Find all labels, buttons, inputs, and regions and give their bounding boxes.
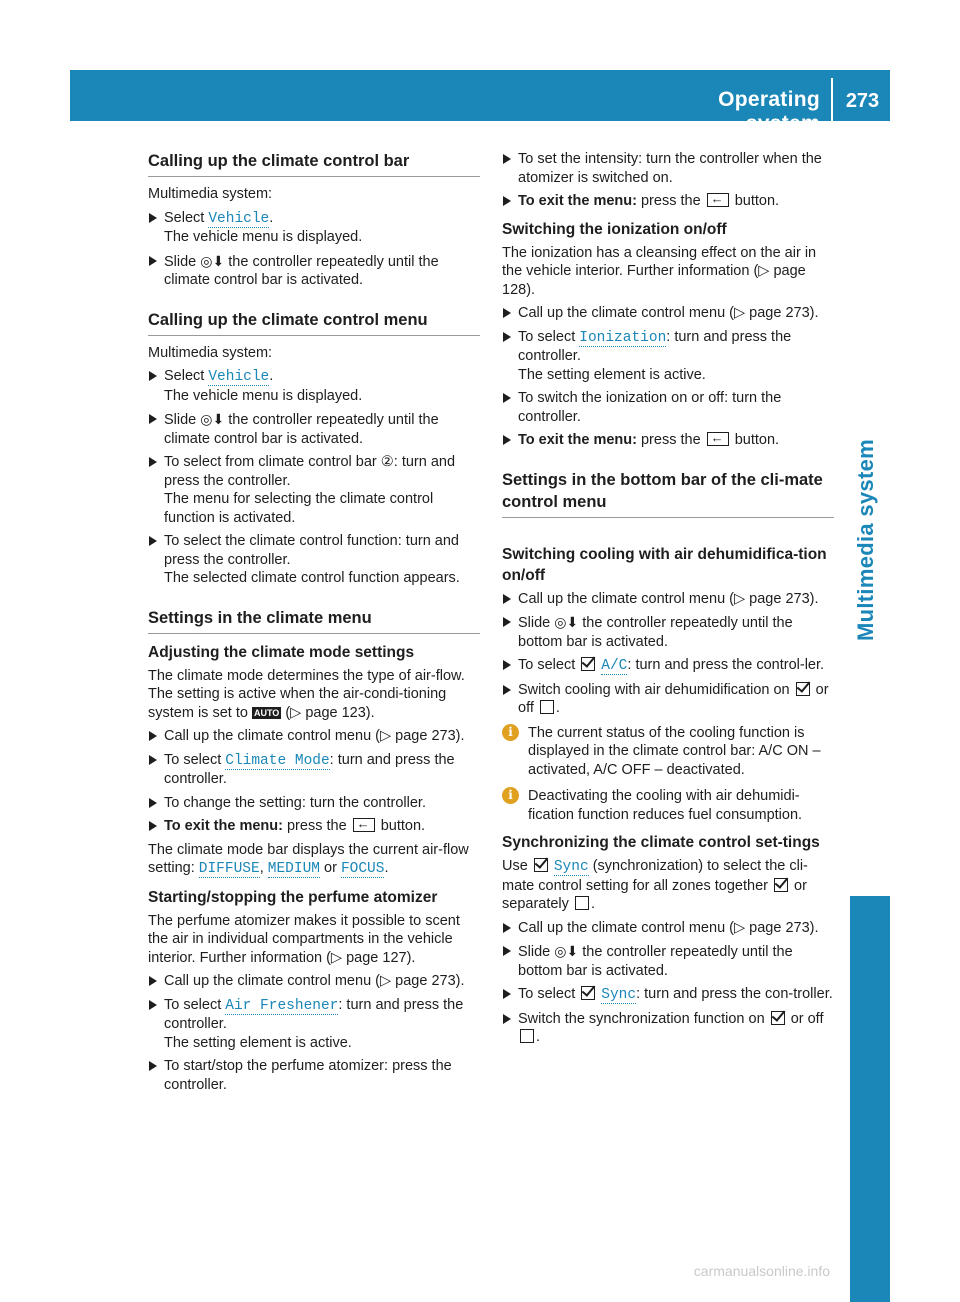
option-diffuse: DIFFUSE [198,861,260,877]
section-title: Settings in the climate menu [148,607,480,634]
step-result: The selected climate control function appears. [164,570,460,586]
step-arrow-icon [503,594,511,604]
step-arrow-icon [149,457,157,467]
menu-item-sync: Sync [553,859,589,875]
controller-slide-icon: ◎⬇ [200,252,225,269]
step: Call up the climate control menu (▷ page 273). [148,727,480,746]
step-arrow-icon [149,821,157,831]
option-focus: FOCUS [340,861,385,877]
checkbox-checked-icon [581,986,595,1000]
step-arrow-icon [503,685,511,695]
step: Call up the climate control menu (▷ page 273). [148,972,480,991]
step: To change the setting: turn the controller. [148,794,480,813]
left-column [148,150,480,1099]
step: Call up the climate control menu (▷ page 273). [502,590,834,609]
step-result: The vehicle menu is displayed. [164,229,363,245]
step-arrow-icon [503,393,511,403]
step: To set the intensity: turn the controller when the atomizer is switched on. [502,150,834,187]
menu-item-vehicle: Vehicle [208,369,270,385]
menu-item-climate-mode: Climate Mode [225,752,330,769]
step-arrow-icon [149,1000,157,1010]
step-arrow-icon [149,976,157,986]
side-tab-bar [850,896,890,1302]
checkbox-checked-icon [581,657,595,671]
step: To exit the menu: press the ← button. [502,431,834,450]
step-arrow-icon [503,196,511,206]
step: Switch the synchronization function on or off . [502,1010,834,1047]
step-arrow-icon [503,660,511,670]
step-arrow-icon [503,435,511,445]
menu-item-air-freshener: Air Freshener [225,997,339,1014]
menu-item-ionization: Ionization [579,329,667,346]
menu-item-ac: A/C [601,658,628,674]
step-arrow-icon [149,755,157,765]
step-arrow-icon [149,1061,157,1071]
step-arrow-icon [503,1014,511,1024]
auto-icon: AUTO [253,707,280,718]
menu-item-sync: Sync [601,987,637,1003]
step-result: The vehicle menu is displayed. [164,387,363,404]
step: To select A/C: turn and press the control-ler. [502,656,834,676]
info-note: i The current status of the cooling function is displayed in the climate control bar: A/C ON – activated, A/C OFF – deactivated. [502,724,834,780]
paragraph: The climate mode determines the type of air-flow. The setting is active when the air-condi-tioning system is set to AUTO (▷ page 123). [148,667,465,721]
step-arrow-icon [149,798,157,808]
step-arrow-icon [149,731,157,741]
header-title: Operating system [718,88,820,135]
back-button-icon [707,193,729,207]
checkbox-checked-icon [534,858,548,872]
step-arrow-icon [149,536,157,546]
checkbox-empty-icon [520,1029,534,1043]
info-icon: i [502,724,519,741]
step: To switch the ionization on or off: turn the controller. [502,389,834,426]
watermark: carmanualsonline.info [693,1263,830,1279]
step-result: The setting element is active. [164,1034,352,1051]
side-tab [846,420,886,660]
step: Slide ◎⬇ the controller repeatedly until the bottom bar is activated. [502,613,834,651]
subsection-title: Switching the ionization on/off [502,220,727,238]
paragraph: The perfume atomizer makes it possible to scent the air in individual compartments in the vehicle interior. Further information (▷ page 127). [148,912,460,966]
section-title: Settings in the bottom bar of the cli-mate control menu [502,469,834,518]
back-button-icon [353,818,375,832]
side-tab-label: Multimedia system [852,439,878,641]
intro-text: Multimedia system: [148,186,273,202]
section-title: Calling up the climate control bar [148,150,480,177]
step-result: The menu for selecting the climate control function is activated. [164,491,434,526]
step-arrow-icon [503,332,511,342]
step-arrow-icon [503,617,511,627]
controller-slide-icon: ◎⬇ [554,614,579,630]
step: To exit the menu: press the ← button. [502,192,834,211]
checkbox-checked-icon [774,878,788,892]
step: Select Vehicle. The vehicle menu is displayed. [148,367,480,405]
option-medium: MEDIUM [267,861,320,877]
paragraph: The ionization has a cleansing effect on the air in the vehicle interior. Further information (▷ page 128). [502,244,817,298]
step: To select Air Freshener: turn and press the controller. The setting element is active. [148,996,480,1053]
step: Slide ◎⬇ the controller repeatedly until the climate control bar is activated. [148,410,480,448]
info-icon: i [502,787,519,804]
subsection-title: Starting/stopping the perfume atomizer [148,888,438,906]
step: To start/stop the perfume atomizer: press the controller. [148,1057,480,1094]
step-arrow-icon [503,154,511,164]
step-arrow-icon [503,308,511,318]
checkbox-checked-icon [796,682,810,696]
controller-slide-icon: ◎⬇ [554,943,579,959]
right-column [502,150,834,1052]
step: Call up the climate control menu (▷ page 273). [502,304,834,323]
step-arrow-icon [149,371,157,381]
step: Switch cooling with air dehumidification on or off . [502,681,834,718]
step-arrow-icon [503,923,511,933]
menu-item-vehicle: Vehicle [208,210,270,227]
info-note: i Deactivating the cooling with air dehumidi-fication function reduces fuel consumption. [502,787,834,824]
checkbox-checked-icon [771,1011,785,1025]
step-arrow-icon [149,256,157,266]
page-number: 273 [845,90,880,112]
step: Slide ◎⬇ the controller repeatedly until the bottom bar is activated. [502,942,834,980]
step-arrow-icon [149,414,157,424]
paragraph: The climate mode bar displays the current air-flow setting: DIFFUSE, MEDIUM or FOCUS. [148,841,469,877]
step: To select Climate Mode: turn and press the controller. [148,751,480,789]
back-button-icon [707,432,729,446]
step-arrow-icon [503,989,511,999]
intro-text: Multimedia system: [148,344,273,361]
controller-slide-icon: ◎⬇ [200,411,225,427]
subsection-title: Switching cooling with air dehumidifica-tion on/off [502,545,827,584]
section-title: Calling up the climate control menu [148,309,480,336]
step-arrow-icon [149,213,157,223]
step-arrow-icon [503,946,511,956]
step: Call up the climate control menu (▷ page 273). [502,919,834,938]
header-divider [831,78,833,121]
step: Select Vehicle. The vehicle menu is displayed. [148,209,480,247]
subsection-title: Synchronizing the climate control set-tings [502,834,820,851]
step: To select Ionization: turn and press the controller. The setting element is active. [502,328,834,385]
checkbox-empty-icon [540,700,554,714]
checkbox-empty-icon [575,896,589,910]
step: To select Sync: turn and press the con-troller. [502,985,834,1005]
step: To select the climate control function: turn and press the controller. The selected climate control function appears. [148,532,480,588]
subsection-title: Adjusting the climate mode settings [148,643,415,661]
paragraph: Use Sync (synchronization) to select the cli-mate control setting for all zones together or separately . [502,858,808,912]
step: To exit the menu: press the ← button. [148,817,480,836]
step-result: The setting element is active. [518,366,706,383]
step: Slide ◎⬇ the controller repeatedly until the climate control bar is activated. [148,252,480,290]
step: To select from climate control bar ②: turn and press the controller. The menu for selecting the climate control function is activated. [148,453,480,527]
